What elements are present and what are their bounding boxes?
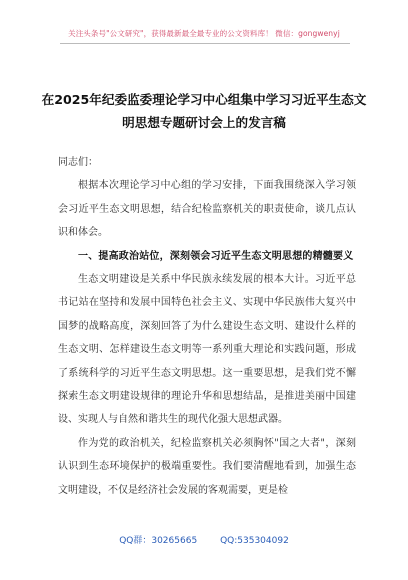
section-heading: 一、提高政治站位，深刻领会习近平生态文明思想的精髓要义 <box>78 250 354 262</box>
document-title: 在2025年纪委监委理论学习中心组集中学习习近平生态文明思想专题研讨会上的发言稿 <box>41 92 367 130</box>
salutation: 同志们： <box>58 157 98 168</box>
body-paragraph: 作为党的政治机关，纪检监察机关必须胸怀"国之大者"，深刻认识到生态环境保护的极端重要性。我们要清醒地看到，加强生态文明建设，不仅是经济社会发展的客观需要，更是检 <box>58 437 356 496</box>
footer-contact <box>0 533 408 546</box>
header-banner: 关注头条号"公文研究"，获得最新最全最专业的公文资料库！ 微信：gongwenyj <box>68 29 340 38</box>
intro-paragraph: 根据本次理论学习中心组的学习安排，下面我围绕深入学习领会习近平生态文明思想，结合纪检监察机关的职责使命，谈几点认识和体会。 <box>58 180 356 239</box>
footer-qq: QQ:535304092 <box>220 536 289 546</box>
footer-qq-group: QQ群：30265665 <box>119 536 198 546</box>
document-body <box>58 151 356 502</box>
header-divider <box>60 43 350 44</box>
body-paragraph: 生态文明建设是关系中华民族永续发展的根本大计。习近平总书记站在坚持和发展中国特色社会主义、实现中华民族伟大复兴中国梦的战略高度，深刻回答了为什么建设生态文明、建设什么样的生态文明、怎样建设生态文明等一系列重大理论和实践问题，形成了系统科学的习近平生态文明思想。这一重要思想，是我们党不懈探索生态文明建设规律的理论升华和思想结晶，是推进美丽中国建设、实现人与自然和谐共生的现代化强大思想武器。 <box>58 274 356 426</box>
